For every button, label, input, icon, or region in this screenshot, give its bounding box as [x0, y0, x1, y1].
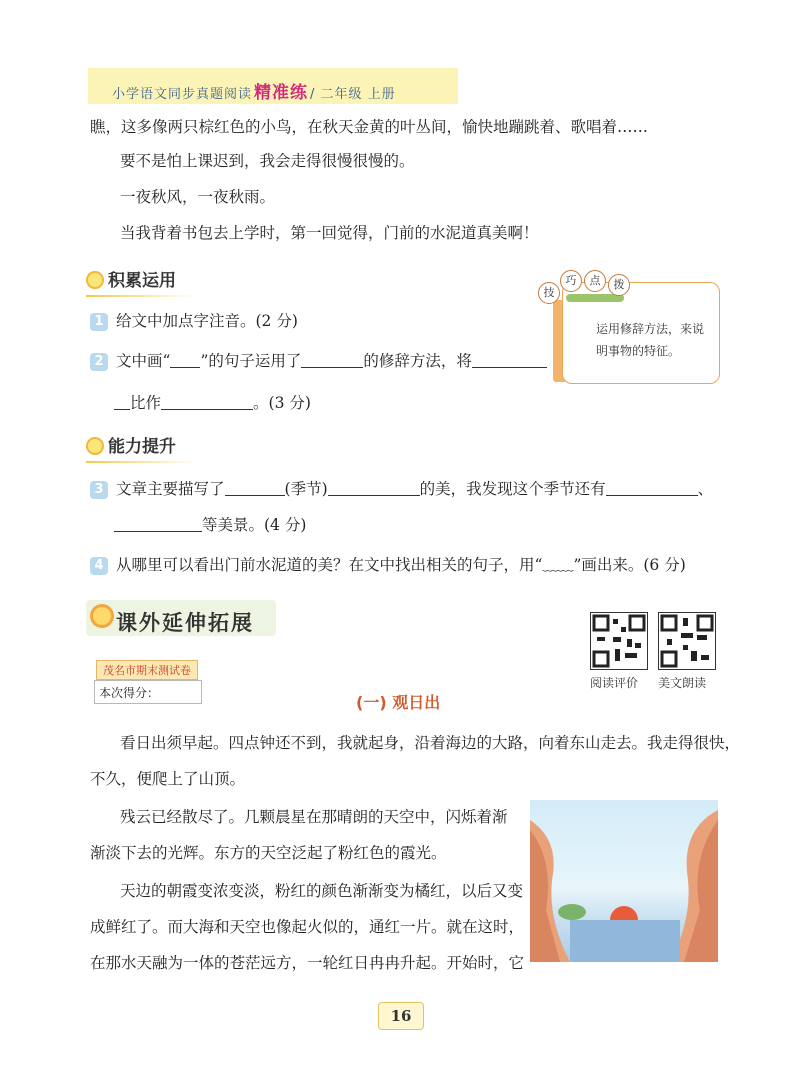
question-text: 文章主要描写了: [116, 480, 225, 498]
question-2-cont: [114, 392, 311, 414]
tip-char: 巧: [560, 270, 582, 292]
question-text: ”的句子运用了: [200, 352, 302, 370]
section-accumulate: [86, 266, 176, 291]
question-3: [90, 478, 713, 500]
question-number: 3: [90, 481, 108, 499]
qr-code-icon[interactable]: [590, 612, 648, 670]
reading-line: 渐淡下去的光辉。东方的天空泛起了粉红色的霞光。: [90, 844, 447, 862]
qr-label: 美文朗读: [658, 676, 707, 690]
score-field[interactable]: [94, 680, 202, 704]
grade-label: / 二年级 上册: [310, 87, 396, 102]
reading-line: 不久，便爬上了山顶。: [90, 770, 246, 788]
section-underline: [86, 461, 196, 463]
series-highlight: 精准练: [254, 83, 309, 103]
tip-char: 拨: [608, 274, 630, 296]
flower-icon: [86, 271, 104, 289]
question-text: 。(3 分): [253, 394, 311, 412]
answer-blank[interactable]: [225, 481, 285, 496]
passage-line: 当我背着书包去上学时，第一回觉得，门前的水泥道真美啊！: [120, 224, 539, 242]
question-2: [90, 350, 547, 372]
exam-source-tag: 茂名市期末测试卷: [96, 660, 198, 680]
reading-line: 看日出须早起。四点钟还不到，我就起身，沿着海边的大路，向着东山走去。我走得很快，: [120, 734, 741, 752]
answer-blank[interactable]: [170, 353, 200, 368]
series-name: 小学语文同步真题阅读: [112, 87, 253, 102]
question-text: 等美景。(4 分): [202, 516, 307, 534]
tip-text: 运用修辞方法，来说明事物的特征。: [596, 322, 705, 358]
reading-line: 残云已经散尽了。几颗晨星在那晴朗的天空中，闪烁着渐: [120, 808, 508, 826]
question-4: [90, 554, 686, 576]
passage-line: 要不是怕上课迟到，我会走得很慢很慢的。: [120, 152, 415, 170]
section-underline: [86, 295, 196, 297]
answer-blank[interactable]: [301, 353, 363, 368]
question-text: 文中画“: [116, 352, 171, 370]
question-text: 、: [697, 480, 714, 498]
answer-blank[interactable]: [114, 517, 202, 532]
answer-blank[interactable]: [114, 395, 130, 410]
section-ability: [86, 432, 176, 457]
qr-code-icon[interactable]: [658, 612, 716, 670]
tip-char: 技: [538, 282, 560, 304]
answer-blank[interactable]: [472, 353, 547, 368]
question-text: (季节): [284, 480, 328, 498]
passage-line: 一夜秋风，一夜秋雨。: [120, 188, 276, 206]
reading-line: 成鲜红了。而大海和天空也像起火似的，通红一片。就在这时，: [90, 918, 525, 936]
answer-blank[interactable]: [328, 481, 420, 496]
passage-line: 瞧，这多像两只棕红色的小鸟，在秋天金黄的叶丛间，愉快地蹦跳着、歌唱着……: [90, 118, 649, 136]
question-1: [90, 310, 298, 332]
flower-icon: [86, 437, 104, 455]
question-3-cont: [114, 514, 306, 536]
question-text: 比作: [130, 394, 162, 412]
question-number: 2: [90, 353, 108, 371]
section-title: 积累运用: [108, 271, 176, 291]
question-text: 的修辞方法，将: [363, 352, 472, 370]
book-title: [112, 78, 396, 103]
question-number: 4: [90, 557, 108, 575]
question-number: 1: [90, 313, 108, 331]
question-text: 给文中加点字注音。(2 分): [116, 312, 298, 330]
reading-line: 在那水天融为一体的苍茫远方，一轮红日冉冉升起。开始时，它: [90, 954, 525, 972]
extension-title: 课外延伸拓展: [116, 611, 254, 635]
question-text: 的美，我发现这个季节还有: [419, 480, 606, 498]
qr-label: 阅读评价: [590, 676, 639, 690]
question-text: 从哪里可以看出门前水泥道的美？在文中找出相关的句子，用“: [116, 556, 543, 574]
score-label: 本次得分：: [99, 686, 160, 700]
section-title: 能力提升: [108, 437, 176, 457]
reading-subtitle: (一) 观日出: [356, 693, 441, 712]
question-text: ”画出来。(6 分): [573, 556, 686, 574]
flower-icon: [90, 604, 114, 628]
page-number: 16: [378, 1002, 424, 1030]
reading-line: 天边的朝霞变浓变淡，粉红的颜色渐渐变为橘红，以后又变: [120, 882, 524, 900]
wavy-line-mark: ﹏﹏: [542, 556, 574, 574]
answer-blank[interactable]: [161, 395, 253, 410]
sunrise-illustration: [530, 800, 718, 962]
answer-blank[interactable]: [606, 481, 698, 496]
tip-char: 点: [584, 270, 606, 292]
